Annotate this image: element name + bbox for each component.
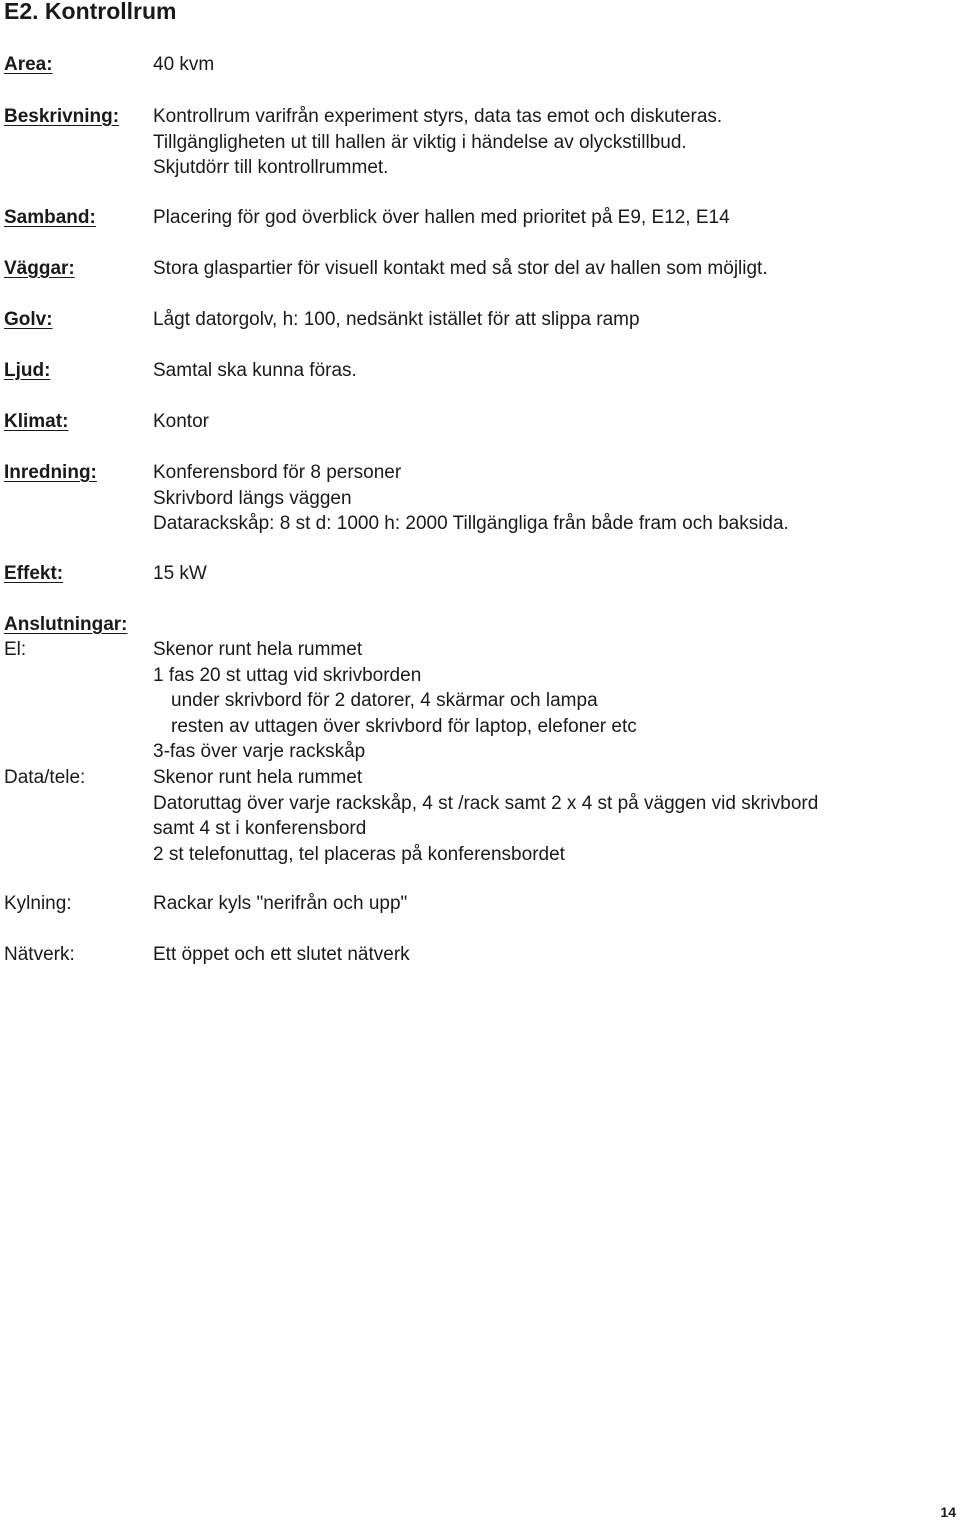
data-tele-line: samt 4 st i konferensbord: [153, 818, 367, 839]
inredning-line: Datarackskåp: 8 st d: 1000 h: 2000 Tillgängliga från både fram och baksida.: [153, 513, 789, 534]
samband-value: Placering för god överblick över hallen med prioritet på E9, E12, E14: [153, 207, 730, 228]
page-number: 14: [940, 1504, 956, 1520]
data-tele-line: Skenor runt hela rummet: [153, 767, 363, 788]
data-tele-line: 2 st telefonuttag, tel placeras på konferensbordet: [153, 843, 565, 865]
area-label: Area:: [4, 54, 53, 75]
data-tele-label: Data/tele:: [4, 767, 86, 788]
el-value: [153, 637, 637, 765]
ljud-label: Ljud:: [4, 360, 51, 381]
el-line: Skenor runt hela rummet: [153, 639, 363, 660]
kylning-value: Rackar kyls "nerifrån och upp": [153, 893, 408, 914]
el-line: 3-fas över varje rackskåp: [153, 741, 366, 762]
data-tele-value: [153, 765, 818, 867]
golv-label: Golv:: [4, 309, 53, 330]
beskrivning-line: Kontrollrum varifrån experiment styrs, data tas emot och diskuteras.: [153, 106, 723, 127]
beskrivning-line: Skjutdörr till kontrollrummet.: [153, 157, 389, 178]
samband-label: Samband:: [4, 207, 96, 228]
el-label: El:: [4, 639, 27, 660]
el-line: 1 fas 20 st uttag vid skrivborden: [153, 664, 422, 686]
golv-value: Lågt datorgolv, h: 100, nedsänkt istället för att slippa ramp: [153, 309, 640, 330]
vaggar-label: Väggar:: [4, 258, 75, 279]
el-line: under skrivbord för 2 datorer, 4 skärmar och lampa: [171, 690, 598, 711]
beskrivning-line: Tillgängligheten ut till hallen är viktig i händelse av olyckstillbud.: [153, 131, 687, 153]
klimat-value: Kontor: [153, 411, 209, 432]
inredning-value: [153, 460, 789, 537]
ljud-value: Samtal ska kunna föras.: [153, 360, 357, 381]
vaggar-value: Stora glaspartier för visuell kontakt med så stor del av hallen som möjligt.: [153, 258, 768, 279]
klimat-label: Klimat:: [4, 411, 69, 432]
page-title: E2. Kontrollrum: [4, 0, 177, 24]
inredning-label: Inredning:: [4, 462, 97, 483]
anslutningar-label: Anslutningar:: [4, 614, 128, 635]
inredning-line: Skrivbord längs väggen: [153, 487, 352, 509]
data-tele-line: Datoruttag över varje rackskåp, 4 st /rack samt 2 x 4 st på väggen vid skrivbord: [153, 792, 819, 814]
effekt-value: 15 kW: [153, 563, 207, 584]
kylning-label: Kylning:: [4, 893, 72, 914]
el-line: resten av uttagen över skrivbord för laptop, elefoner etc: [171, 715, 637, 737]
natverk-value: Ett öppet och ett slutet nätverk: [153, 944, 410, 965]
inredning-line: Konferensbord för 8 personer: [153, 462, 402, 483]
effekt-label: Effekt:: [4, 563, 64, 584]
beskrivning-label: Beskrivning:: [4, 106, 120, 127]
beskrivning-value: [153, 104, 722, 181]
area-value: 40 kvm: [153, 54, 215, 75]
natverk-label: Nätverk:: [4, 944, 75, 965]
